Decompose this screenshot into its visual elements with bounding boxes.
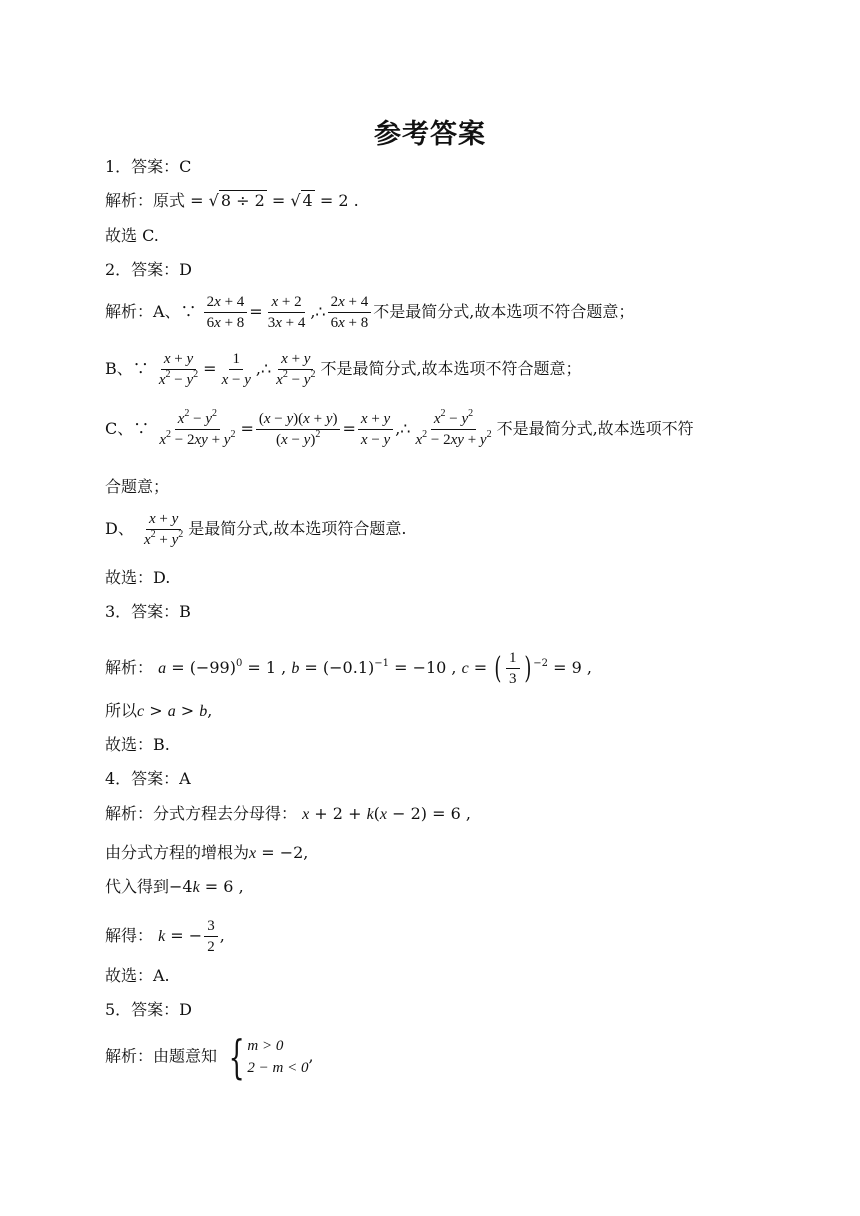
q1-answer: 1．答案：C [105,157,192,176]
q5-analysis-label: 解析：由题意知 [105,1046,218,1066]
fraction: $\frac{x + 2}{3x + 4}$ [267,294,306,331]
q4-line4-label: 解得： [105,926,154,945]
q5-answer: 5．答案：D [105,1000,193,1019]
q1-choose: 故选 C. [105,226,159,245]
q1-analysis: 解析：原式 = √ 8 ÷ 2 = √ 4 = 2 . [105,191,359,210]
q4-line2-label: 由分式方程的增根为 [105,843,250,862]
q1-sqrt-1: √ 8 ÷ 2 [208,191,265,210]
equation-system [222,1030,309,1084]
q3-choose: 故选：B. [105,735,170,754]
q4-line1: 解析：分式方程去分母得： x + 2 + k(x − 2) = 6 , [105,804,471,823]
q2-d-text: 是最简分式,故本选项符合题意. [188,519,407,538]
fraction: $\frac{x + y}{x^2 + y^2}$ [143,511,184,548]
fraction: $\frac{x + y}{x^2 - y^2}$ [276,351,316,388]
q2-option-c: C、∵ $\frac{x^2 - y^2}{x^2 - 2xy + y^2}$ = $\frac{(x - y)(x + y)}{(x - y)^2}$ = $\frac{x + y}{x - y}$ ,∴ $\frac{x^2 - y^2}{x^2 - 2xy + y^2}$ 不是最简分式,故本选项不符 [105,408,694,448]
q1-sqrt-2: √ 4 [290,191,313,210]
q4-line2: 由分式方程的增根为x = −2, [105,843,309,862]
fraction: $\frac{1}{3}$ [506,648,520,689]
fraction: $\frac{x^2 - y^2}{x^2 - 2xy + y^2}$ [415,408,492,448]
q5-analysis: 解析：由题意知 { m > 0 2 − m < 0 , [105,1030,314,1084]
q3-conclusion: 所以c > a > b, [105,701,213,720]
q2-b-prefix: B、∵ [105,359,149,378]
system-row-2: 2 − m < 0 [247,1060,309,1076]
fraction: $\frac{x + y}{x - y}$ [358,409,393,450]
q4-line1-label: 解析：分式方程去分母得： [105,804,298,823]
fraction: $\frac{x^2 - y^2}{x^2 - 2xy + y^2}$ [159,408,236,448]
q3-so-prefix: 所以 [105,701,138,720]
q1-analysis-label: 解析：原式 [105,191,186,210]
fraction: $\frac{2x + 4}{6x + 8}$ [204,292,248,333]
q1-result: 2 . [338,191,359,210]
q3-answer: 3．答案：B [105,602,191,621]
q4-line4: 解得： k = − $\frac{3}{2}$ , [105,918,225,955]
q2-d-prefix: D、 [105,519,134,538]
system-row-1: m > 0 [247,1038,284,1054]
q4-line3: 代入得到−4k = 6 , [105,877,244,896]
q4-choose: 故选：A. [105,966,170,985]
q2-option-b: B、∵ $\frac{x + y}{x^2 - y^2}$ = $\frac{1}{x - y}$ ,∴ $\frac{x + y}{x^2 - y^2}$ 不是最简分式,故本选项不符合题意； [105,351,582,388]
q2-b-text: 不是最简分式,故本选项不符合题意； [320,359,582,378]
q3-analysis-label: 解析： [105,658,154,677]
page-title: 参考答案 [374,119,486,150]
fraction: $\frac{3}{2}$ [204,916,218,957]
q2-choose: 故选：D. [105,568,171,587]
fraction: $\frac{1}{x - y}$ [221,351,251,388]
q2-answer: 2．答案：D [105,260,193,279]
q4-line3-label: 代入得到 [105,877,170,896]
q3-analysis: 解析： $a = (-99)^0 = 1$ , $b = (-0.1)^{-1} = -10$ , c = ( $\frac{1}{3}$ ) $^{-2}$ = 9 , [105,650,592,687]
q2-c-text: 不是最简分式,故本选项不符 [496,419,694,438]
q4-answer: 4．答案：A [105,769,191,788]
q2-option-d [105,509,406,550]
fraction: $\frac{(x - y)(x + y)}{(x - y)^2}$ [256,409,341,450]
fraction: $\frac{2x + 4}{6x + 8}$ [328,292,372,333]
q2-a-prefix: 解析：A、∵ [105,302,197,321]
q2-option-c-cont: 合题意； [105,477,170,496]
fraction: $\frac{x + y}{x^2 - y^2}$ [158,351,199,388]
q2-option-a: 解析：A、∵ $\frac{2x + 4}{6x + 8}$ = $\frac{x + 2}{3x + 4}$ ,∴ $\frac{2x + 4}{6x + 8}$ 不是最简分式,故本选项不符合题意； [105,294,635,331]
brace-icon: { [228,1030,245,1084]
q2-a-text: 不是最简分式,故本选项不符合题意； [373,302,635,321]
q2-c-prefix: C、∵ [105,419,150,438]
